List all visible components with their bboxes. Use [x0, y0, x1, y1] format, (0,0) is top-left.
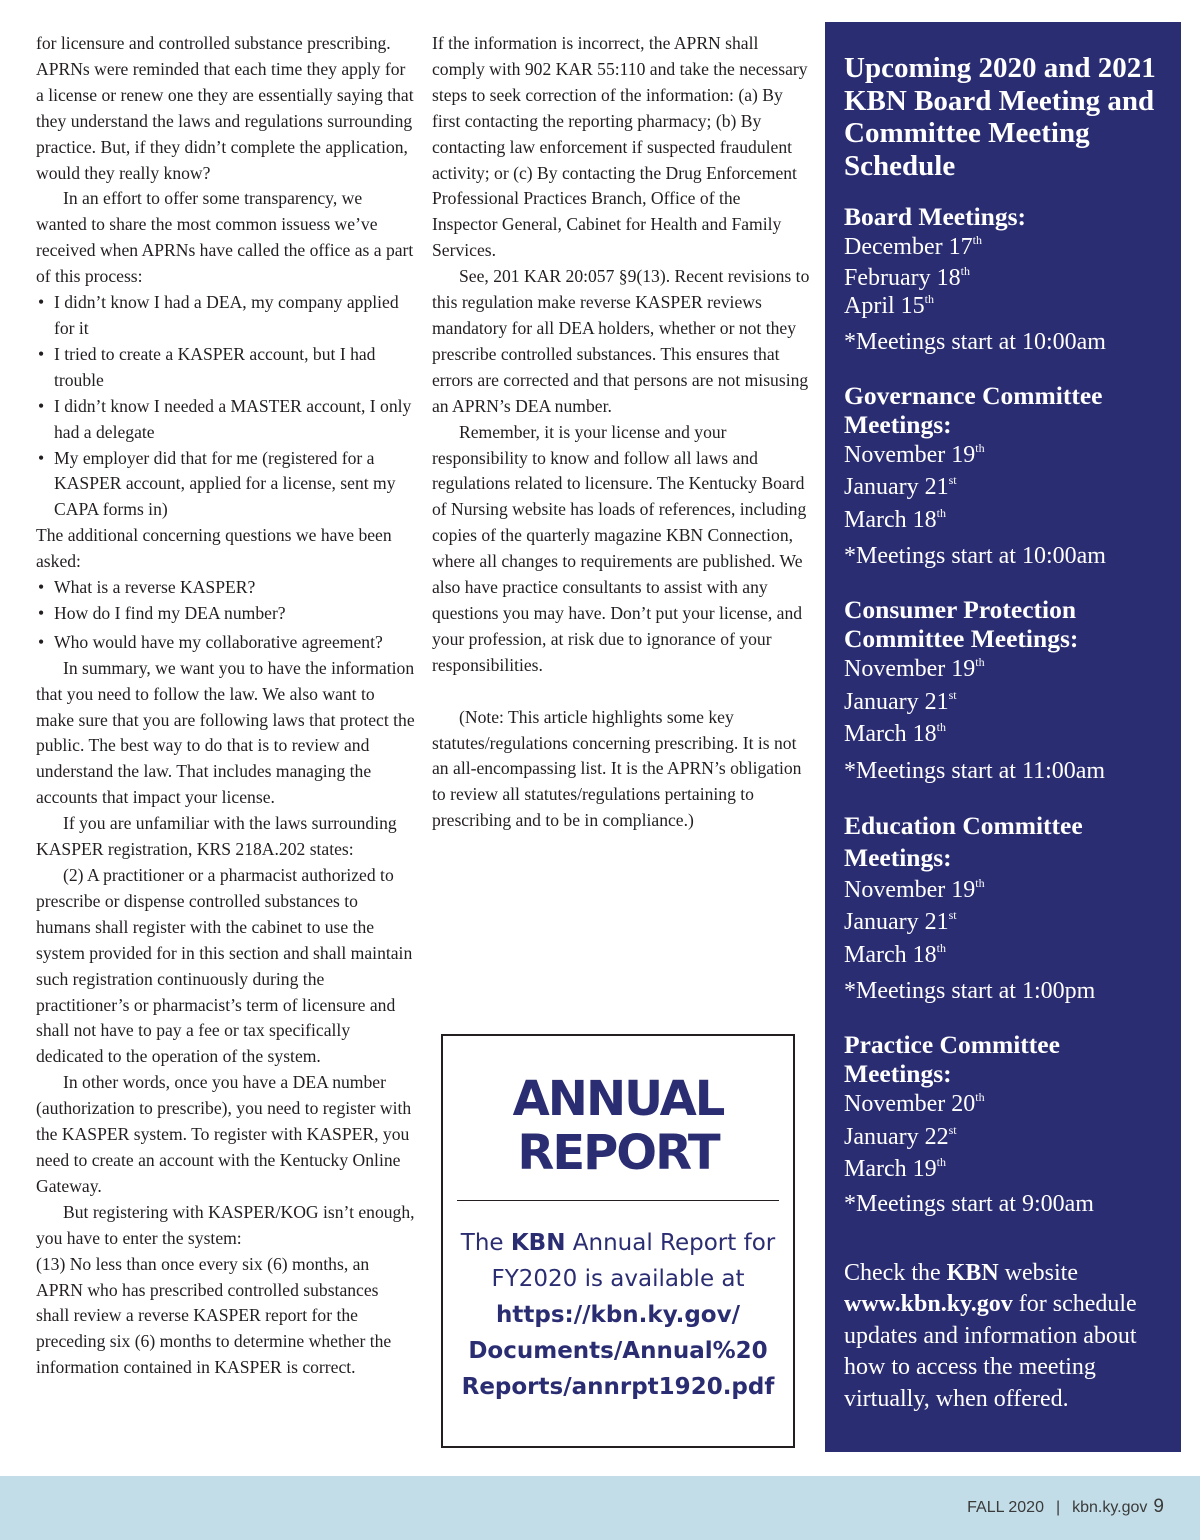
meeting-date: January 21st: [844, 687, 957, 715]
divider: [457, 1200, 779, 1201]
issue-label: FALL 2020: [967, 1499, 1044, 1516]
article-note: (Note: This article highlights some key statutes/regulations concerning prescribing. It is not an all-encompassing list. It is the APRN’s obligation to review all statutes/regulations pertaining to prescribing and to be in compliance.): [432, 706, 802, 831]
education-committee-section: [844, 810, 1171, 1008]
board-meetings-section: [844, 202, 1171, 358]
consumer-protection-section: [844, 595, 1171, 787]
paragraph: In other words, once you have a DEA number (authorization to prescribe), you need to register with the KASPER system. To register with KASPER, you need to create an account with the Kentucky Online Gateway.: [36, 1072, 412, 1196]
meeting-date: January 21st: [844, 473, 957, 500]
article-column-middle: [432, 31, 810, 834]
section-heading: Governance Committee Meetings:: [844, 380, 1103, 439]
footer-text: Check the: [844, 1259, 947, 1286]
meeting-date: February 18th: [844, 263, 970, 291]
meeting-date: March 18th: [844, 940, 946, 968]
paragraph: See, 201 KAR 20:057 §9(13). Recent revisions to this regulation make reverse KASPER reviews mandatory for all DEA holders, whether or not they prescribe controlled substances. This ensures that errors are corrected and that persons are not misusing an APRN’s DEA number.: [432, 266, 810, 416]
date-list: [844, 874, 1171, 972]
list-item: • I tried to create a KASPER account, but I had trouble: [36, 342, 416, 394]
date-list: [844, 231, 1171, 320]
meeting-time-note: *Meetings start at 10:00am: [844, 328, 1106, 355]
desc-text: The: [460, 1230, 511, 1256]
paragraph: Remember, it is your license and your responsibility to know and follow all laws and regulations related to licensure. The Kentucky Board of Nursing website has loads of references, including copies of the quarterly magazine KBN Connection, where all changes to requirements are published. We also have practice consultants to assist with any questions you may have. Don’t put your license, and your profession, at risk due to ignorance of your responsibilities.: [432, 421, 807, 675]
paragraph: for licensure and controlled substance prescribing. APRNs were reminded that each time they apply for a license or renew one they are essentially saying that they understand the laws and regulations surrounding practice. But, if they didn’t complete the application, would they really know?: [36, 33, 414, 183]
footer-text: website: [998, 1259, 1078, 1286]
url-line: https://kbn.ky.gov/: [496, 1302, 740, 1328]
meeting-time-note: *Meetings start at 1:00pm: [844, 978, 1096, 1004]
desc-kbn: KBN: [510, 1230, 566, 1256]
article-column-left: [36, 31, 416, 1381]
footer-separator: |: [1055, 1499, 1061, 1516]
paragraph: In an effort to offer some transparency, we wanted to share the most common issuess we’ve received when APRNs have called the office as a part of this process:: [36, 188, 414, 287]
list-item: • Who would have my collaborative agreement?: [36, 630, 416, 656]
annual-report-title-line2: REPORT: [517, 1125, 719, 1181]
governance-committee-section: [844, 381, 1171, 573]
site-label: kbn.ky.gov: [1072, 1499, 1148, 1516]
paragraph: If the information is incorrect, the APRN shall comply with 902 KAR 55:110 and take the necessary steps to seek correction of the information: (a) By first contacting the reporting pharmacy; (b) By contacting law enforcement if suspected fraudulent activity; or (c) By contacting the Drug Enforcement Professional Practices Branch, Office of the Inspector General, Cabinet for Health and Family Services.: [432, 33, 808, 261]
meeting-date: November 19th: [844, 655, 985, 682]
meeting-date: December 17th: [844, 233, 982, 260]
list-item: • What is a reverse KASPER?: [36, 575, 416, 601]
annual-report-description: [443, 1225, 793, 1405]
date-list: [844, 439, 1171, 537]
meeting-time-note: *Meetings start at 10:00am: [844, 543, 1106, 569]
page-footer: [967, 1496, 1164, 1518]
meeting-date: January 22st: [844, 1122, 957, 1150]
meeting-date: January 21st: [844, 908, 957, 935]
section-heading: Board Meetings:: [844, 202, 1027, 231]
paragraph: The additional concerning questions we have been asked:: [36, 525, 392, 572]
meeting-time-note: *Meetings start at 9:00am: [844, 1190, 1094, 1217]
meeting-date: November 19th: [844, 875, 985, 903]
meeting-time-note: *Meetings start at 11:00am: [844, 757, 1106, 784]
url-line: Reports/annrpt1920.pdf: [461, 1374, 775, 1400]
meeting-date: April 15th: [844, 291, 935, 319]
date-list: [844, 653, 1171, 751]
list-item: • How do I find my DEA number?: [36, 601, 416, 627]
concerning-questions-list: [36, 575, 416, 656]
sidebar-footer: [844, 1258, 1171, 1416]
statute-quote: (2) A practitioner or a pharmacist authorized to prescribe or dispense controlled substances to humans shall register with the cabinet to use the system provided for in this section and shall maintain such registration continuously during the practitioner’s or pharmacist’s term of licensure and shall not have to pay a fee or tax specifically dedicated to the operation of the system.: [36, 865, 413, 1067]
annual-report-box: [441, 1034, 795, 1448]
meeting-date: November 19th: [844, 440, 985, 468]
section-heading: Consumer Protection Committee Meetings:: [844, 595, 1079, 653]
section-heading: Education Committee Meetings:: [844, 810, 1083, 872]
annual-report-link[interactable]: [449, 1297, 787, 1405]
list-item: • I didn’t know I had a DEA, my company applied for it: [36, 290, 416, 342]
paragraph: But registering with KASPER/KOG isn’t enough, you have to enter the system:: [36, 1201, 415, 1248]
list-item: • I didn’t know I needed a MASTER account, I only had a delegate: [36, 394, 416, 446]
paragraph: In summary, we want you to have the information that you need to follow the law. We also want to make sure that you are following laws that protect the public. The best way to do that is to review and understand the law. That includes managing the accounts that impact your license.: [36, 657, 415, 808]
regulation-quote: (13) No less than once every six (6) months, an APRN who has prescribed controlled substances shall review a reverse KASPER report for the preceding six (6) months to determine whether the information contained in KASPER is correct.: [36, 1253, 392, 1378]
kbn-website-link[interactable]: www.kbn.ky.gov: [844, 1291, 1013, 1317]
footer-kbn: KBN: [946, 1259, 999, 1286]
list-item: • My employer did that for me (registered for a KASPER account, applied for a license, sent my CAPA forms in): [36, 446, 416, 524]
sidebar-title: Upcoming 2020 and 2021 KBN Board Meeting and Committee Meeting Schedule: [844, 52, 1156, 182]
desc-text: Annual Report for FY2020 is available at: [491, 1230, 776, 1292]
date-list: [844, 1088, 1171, 1186]
meeting-date: March 19th: [844, 1155, 946, 1182]
annual-report-title-line1: ANNUAL: [512, 1071, 724, 1127]
practice-committee-section: [844, 1030, 1171, 1220]
meeting-date: March 18th: [844, 505, 946, 533]
meeting-date: November 20th: [844, 1090, 985, 1117]
meeting-schedule-sidebar: [825, 22, 1181, 1452]
meeting-date: March 18th: [844, 720, 946, 747]
footer-text: for schedule updates and information about how to access the meeting virtually, when offered.: [844, 1291, 1137, 1412]
url-line: Documents/Annual%20: [468, 1338, 768, 1364]
common-issues-list: [36, 290, 416, 523]
section-heading: Practice Committee Meetings:: [844, 1030, 1060, 1088]
page-footer-band: [0, 1476, 1200, 1540]
annual-report-title: [443, 1072, 793, 1180]
paragraph: If you are unfamiliar with the laws surrounding KASPER registration, KRS 218A.202 states:: [36, 813, 397, 860]
page-number: 9: [1153, 1496, 1164, 1517]
